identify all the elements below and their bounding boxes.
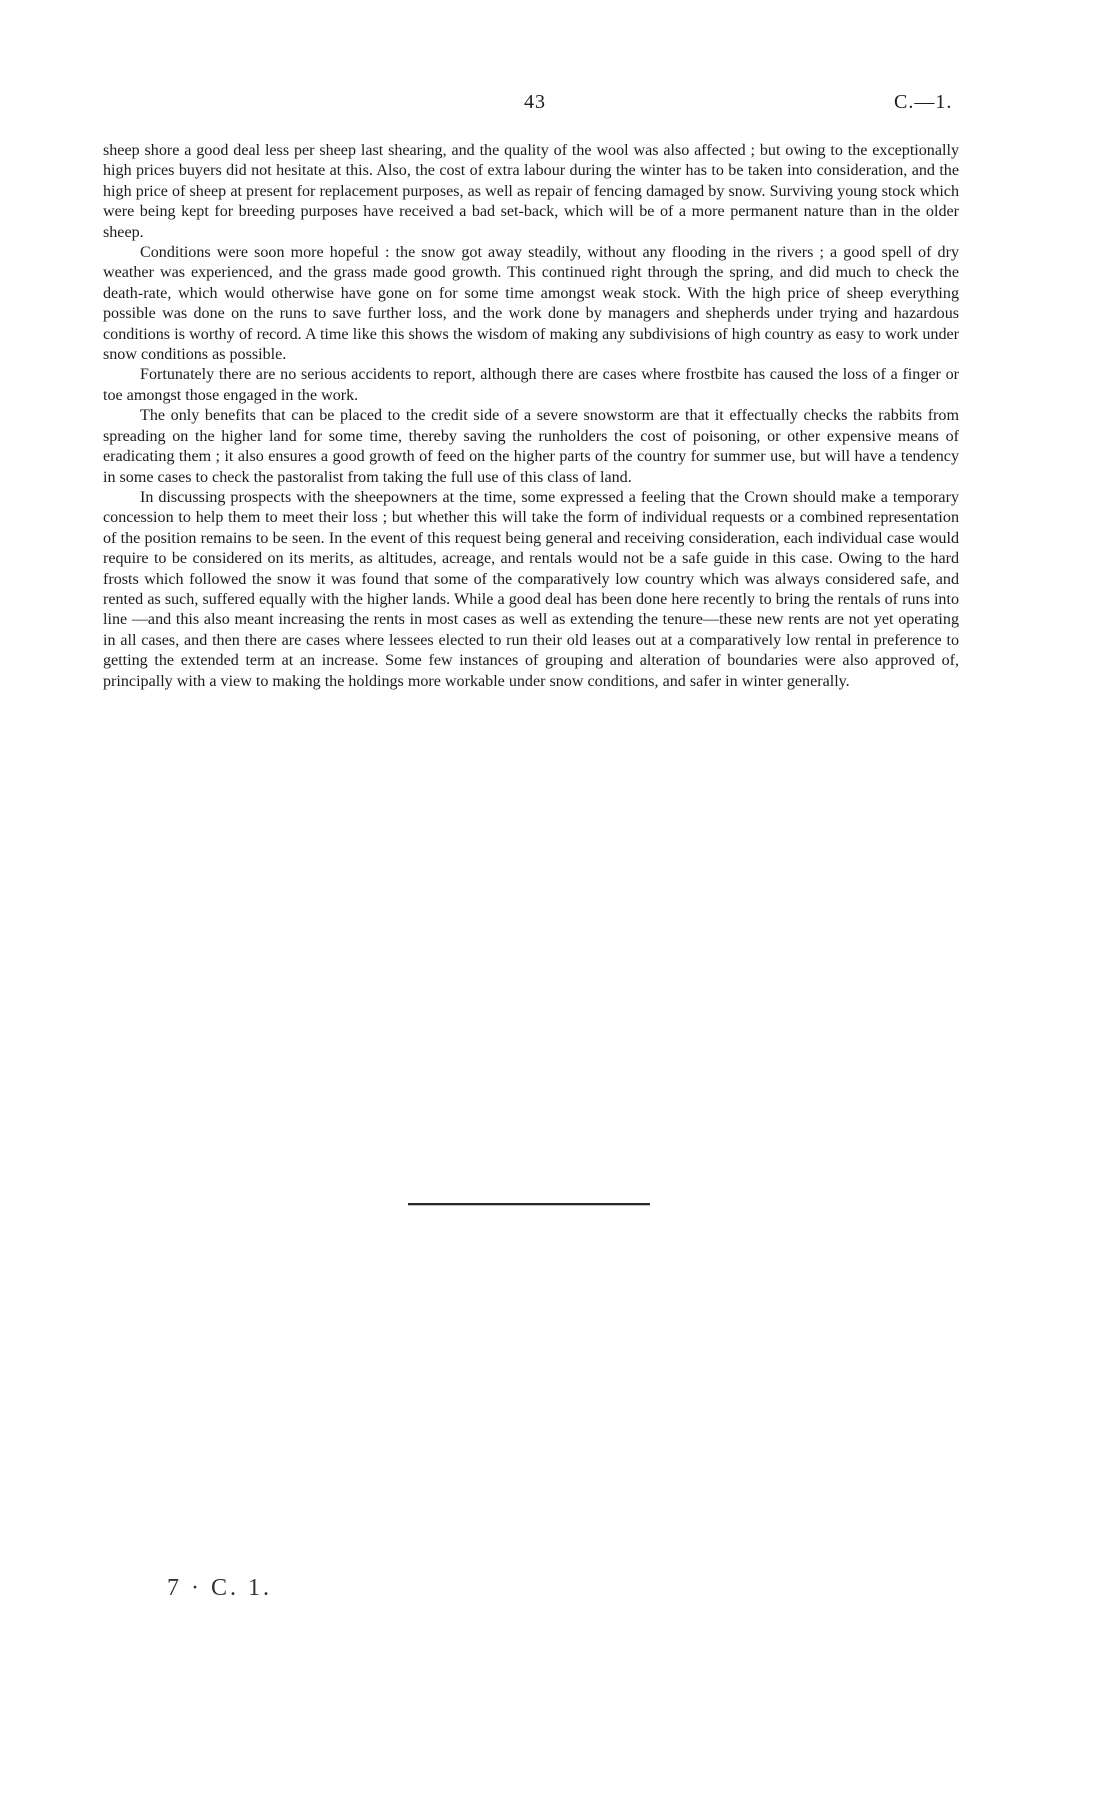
body-text — [103, 141, 959, 692]
paragraph-benefits: The only benefits that can be placed to the credit side of a severe snowstorm are that it effectually checks the rabbits from spreading on the higher land for some time, thereby saving the runholders the cost of poisoning, or other expensive means of eradicating them ; it also ensures a good growth of feed on the higher parts of the country for summer use, but will have a tendency in some cases to check the pastoralist from taking the full use of this class of land. — [103, 407, 959, 486]
series-code: C.—1. — [894, 91, 953, 113]
section-end-rule — [408, 1203, 650, 1205]
paragraph-wool-and-losses: sheep shore a good deal less per sheep last shearing, and the quality of the wool was also affected ; but owing to the exceptionally high prices buyers did not hesitate at this. Also, the cost of extra labour during the winter has to be taken into consideration, and the high price of sheep at present for replacement purposes, as well as repair of fencing damaged by snow. Surviving young stock which were being kept for breeding purposes have received a bad set-back, which will be of a more permanent nature than in the older sheep. — [103, 142, 959, 241]
page-number: 43 — [524, 91, 546, 113]
paragraph-accidents: Fortunately there are no serious accidents to report, although there are cases where frostbite has caused the loss of a finger or toe amongst those engaged in the work. — [103, 366, 959, 404]
page-header — [0, 91, 1114, 115]
signature-mark: 7 · C. 1. — [167, 1575, 272, 1601]
paragraph-prospects: In discussing prospects with the sheepowners at the time, some expressed a feeling that the Crown should make a temporary concession to help them to meet their loss ; but whether this will take the form of individual requests or a combined representation of the position remains to be seen. In the event of this request being general and receiving consideration, each individual case would require to be considered on its merits, as altitudes, acreage, and rentals would not be a safe guide in this case. Owing to the hard frosts which followed the snow it was found that some of the comparatively low country which was always considered safe, and rented as such, suffered equally with the higher lands. While a good deal has been done here recently to bring the rentals of runs into line —and this also meant increasing the rents in most cases as well as extending the tenure—these new rents are not yet operating in all cases, and then there are cases where lessees elected to run their old leases out at a comparatively low rental in preference to getting the extended term at an increase. Some few instances of grouping and alteration of boundaries were also approved of, principally with a view to making the holdings more workable under snow conditions, and safer in winter generally. — [103, 488, 959, 690]
paragraph-conditions-hopeful: Conditions were soon more hopeful : the snow got away steadily, without any flooding in the rivers ; a good spell of dry weather was experienced, and the grass made good growth. This continued right through the spring, and did much to check the death-rate, which would otherwise have gone on for some time amongst weak stock. With the high price of sheep everything possible was done on the runs to save further loss, and the work done by managers and shepherds under trying and hazardous conditions is worthy of record. A time like this shows the wisdom of making any subdivisions of high country as easy to work under snow conditions as possible. — [103, 244, 959, 364]
